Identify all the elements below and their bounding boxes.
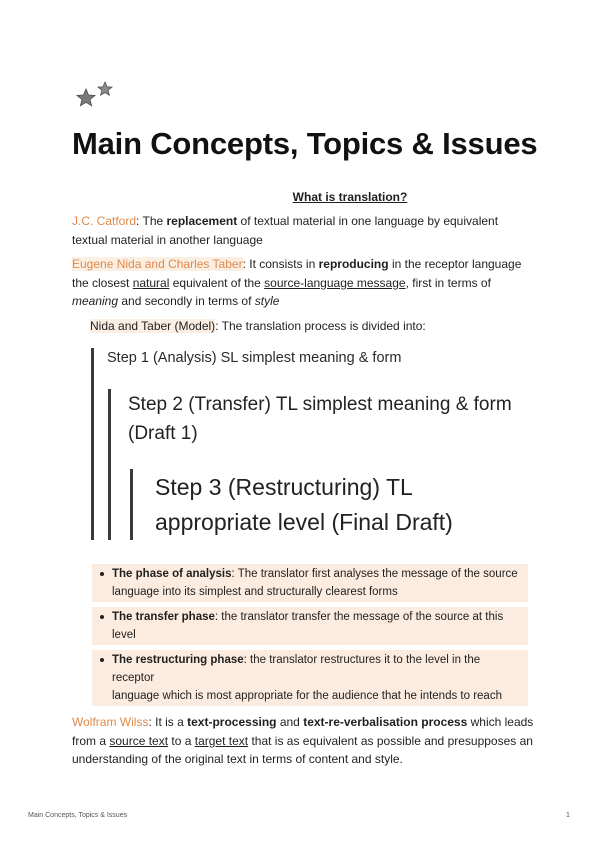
step-1: Step 1 (Analysis) SL simplest meaning & form xyxy=(107,350,402,366)
step-3: Step 3 (Restructuring) TL appropriate level (Final Draft) xyxy=(155,474,453,535)
footer-title: Main Concepts, Topics & Issues xyxy=(28,812,128,819)
wilss-definition: Wolfram Wilss: It is a text-processing and text-re-verbalisation process which leads from a source text to a target text that is as equivalent as possible and presupposes an understanding of the original text in terms of content and style. xyxy=(72,715,534,766)
author-name: Eugene Nida and Charles Taber xyxy=(72,257,243,271)
page-title: Main Concepts, Topics & Issues xyxy=(72,126,538,161)
list-item: The restructuring phase: the translator restructures it to the level in the receptor language which is most appropriate for the audience that he intends to reach xyxy=(92,650,528,706)
model-intro: Nida and Taber (Model): The translation process is divided into: xyxy=(90,319,426,333)
model-label: Nida and Taber (Model) xyxy=(90,319,216,333)
author-name: J.C. Catford xyxy=(72,214,137,228)
quote-bar-1 xyxy=(91,348,94,540)
quote-bar-3 xyxy=(130,469,133,540)
quote-bar-2 xyxy=(108,389,111,540)
step-2: Step 2 (Transfer) TL simplest meaning & form (Draft 1) xyxy=(128,394,512,444)
list-item: The phase of analysis: The translator first analyses the message of the source language into its simplest and structurally clearest forms xyxy=(92,564,528,602)
list-item: The transfer phase: the translator transfer the message of the source at this level xyxy=(92,607,528,645)
section-heading: What is translation? xyxy=(292,190,408,204)
catford-definition: J.C. Catford: The replacement of textual material in one language by equivalent textual material in another language xyxy=(72,214,499,247)
page-number: 1 xyxy=(566,812,570,819)
stars-icon xyxy=(72,80,120,110)
nida-definition: Eugene Nida and Charles Taber: It consists in reproducing in the receptor language the closest natural equivalent of the source-language message, first in terms of meaning and secondly in terms of style xyxy=(72,257,522,308)
author-name: Wolfram Wilss xyxy=(72,715,149,729)
